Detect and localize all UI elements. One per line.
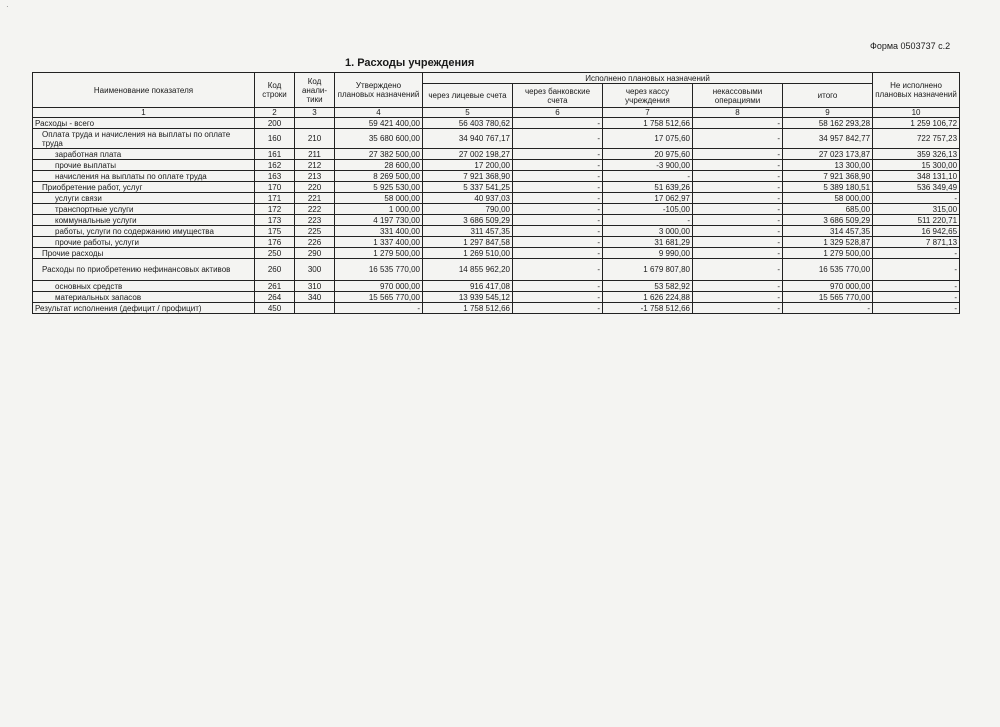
- cell-indicator-name: Расходы по приобретению нефинансовых активов: [33, 259, 255, 281]
- cell-row-code: 171: [255, 193, 295, 204]
- cell-via-cash: 20 975,60: [603, 149, 693, 160]
- cell-via-personal: 916 417,08: [423, 281, 513, 292]
- cell-via-cash: 51 639,26: [603, 182, 693, 193]
- table-row: [33, 226, 960, 237]
- cell-via-personal: 790,00: [423, 204, 513, 215]
- cell-approved: 59 421 400,00: [335, 118, 423, 129]
- cell-via-personal: 3 686 509,29: [423, 215, 513, 226]
- cell-via-cash: 53 582,92: [603, 281, 693, 292]
- column-number: 4: [335, 108, 423, 118]
- table-row: [33, 118, 960, 129]
- cell-indicator-name: прочие выплаты: [33, 160, 255, 171]
- cell-row-code: 175: [255, 226, 295, 237]
- cell-approved: 1 279 500,00: [335, 248, 423, 259]
- cell-via-personal: 7 921 368,90: [423, 171, 513, 182]
- cell-non-cash: -: [693, 182, 783, 193]
- cell-via-bank: -: [513, 237, 603, 248]
- cell-via-personal: 1 269 510,00: [423, 248, 513, 259]
- header-not-executed: Не исполнено плановых назначений: [873, 73, 960, 108]
- cell-via-personal: 1 758 512,66: [423, 303, 513, 314]
- cell-total: -: [783, 303, 873, 314]
- cell-row-code: 176: [255, 237, 295, 248]
- cell-not-executed: 315,00: [873, 204, 960, 215]
- table-row: [33, 237, 960, 248]
- cell-not-executed: -: [873, 259, 960, 281]
- cell-via-bank: -: [513, 182, 603, 193]
- cell-approved: 58 000,00: [335, 193, 423, 204]
- cell-total: 58 162 293,28: [783, 118, 873, 129]
- cell-via-bank: -: [513, 303, 603, 314]
- cell-total: 27 023 173,87: [783, 149, 873, 160]
- cell-analytic-code: 300: [295, 259, 335, 281]
- cell-not-executed: 536 349,49: [873, 182, 960, 193]
- cell-via-bank: -: [513, 292, 603, 303]
- header-row-code: Код строки: [255, 73, 295, 108]
- cell-analytic-code: 223: [295, 215, 335, 226]
- cell-row-code: 250: [255, 248, 295, 259]
- cell-indicator-name: услуги связи: [33, 193, 255, 204]
- cell-row-code: 161: [255, 149, 295, 160]
- cell-indicator-name: материальных запасов: [33, 292, 255, 303]
- cell-non-cash: -: [693, 259, 783, 281]
- cell-via-bank: -: [513, 129, 603, 149]
- cell-non-cash: -: [693, 171, 783, 182]
- cell-total: 16 535 770,00: [783, 259, 873, 281]
- cell-total: 3 686 509,29: [783, 215, 873, 226]
- cell-analytic-code: 220: [295, 182, 335, 193]
- table-row: [33, 215, 960, 226]
- column-number: 5: [423, 108, 513, 118]
- cell-via-bank: -: [513, 281, 603, 292]
- cell-indicator-name: коммунальные услуги: [33, 215, 255, 226]
- cell-via-bank: -: [513, 204, 603, 215]
- cell-via-bank: -: [513, 160, 603, 171]
- cell-via-personal: 14 855 962,20: [423, 259, 513, 281]
- cell-row-code: 160: [255, 129, 295, 149]
- cell-via-personal: 1 297 847,58: [423, 237, 513, 248]
- cell-approved: 970 000,00: [335, 281, 423, 292]
- cell-analytic-code: 213: [295, 171, 335, 182]
- cell-via-bank: -: [513, 149, 603, 160]
- cell-indicator-name: основных средств: [33, 281, 255, 292]
- header-via-personal: через лицевые счета: [423, 84, 513, 108]
- column-number: 9: [783, 108, 873, 118]
- cell-via-cash: 3 000,00: [603, 226, 693, 237]
- column-number-row: [33, 108, 960, 118]
- cell-via-cash: -3 900,00: [603, 160, 693, 171]
- cell-approved: 28 600,00: [335, 160, 423, 171]
- cell-indicator-name: заработная плата: [33, 149, 255, 160]
- cell-via-personal: 13 939 545,12: [423, 292, 513, 303]
- table-row: [33, 303, 960, 314]
- table-row: [33, 204, 960, 215]
- header-approved: Утверждено плановых назначений: [335, 73, 423, 108]
- cell-row-code: 170: [255, 182, 295, 193]
- table-row: [33, 149, 960, 160]
- cell-approved: 16 535 770,00: [335, 259, 423, 281]
- cell-via-bank: -: [513, 248, 603, 259]
- column-number: 6: [513, 108, 603, 118]
- cell-row-code: 261: [255, 281, 295, 292]
- cell-non-cash: -: [693, 248, 783, 259]
- cell-via-cash: -1 758 512,66: [603, 303, 693, 314]
- cell-via-cash: -: [603, 171, 693, 182]
- cell-row-code: 450: [255, 303, 295, 314]
- cell-via-personal: 40 937,03: [423, 193, 513, 204]
- cell-via-personal: 311 457,35: [423, 226, 513, 237]
- cell-approved: 331 400,00: [335, 226, 423, 237]
- cell-via-bank: -: [513, 193, 603, 204]
- cell-via-personal: 27 002 198,27: [423, 149, 513, 160]
- cell-indicator-name: Расходы - всего: [33, 118, 255, 129]
- cell-indicator-name: работы, услуги по содержанию имущества: [33, 226, 255, 237]
- cell-total: 1 329 528,87: [783, 237, 873, 248]
- form-code: Форма 0503737 с.2: [870, 41, 951, 51]
- header-row-1: [33, 73, 960, 84]
- cell-analytic-code: 340: [295, 292, 335, 303]
- cell-not-executed: 359 326,13: [873, 149, 960, 160]
- cell-non-cash: -: [693, 237, 783, 248]
- cell-not-executed: 348 131,10: [873, 171, 960, 182]
- cell-non-cash: -: [693, 129, 783, 149]
- cell-not-executed: 1 259 106,72: [873, 118, 960, 129]
- header-name: Наименование показателя: [33, 73, 255, 108]
- cell-via-cash: 31 681,29: [603, 237, 693, 248]
- cell-approved: 4 197 730,00: [335, 215, 423, 226]
- cell-via-bank: -: [513, 259, 603, 281]
- column-number: 7: [603, 108, 693, 118]
- cell-approved: 1 000,00: [335, 204, 423, 215]
- header-via-cash: через кассу учреждения: [603, 84, 693, 108]
- cell-not-executed: -: [873, 292, 960, 303]
- table-row: [33, 248, 960, 259]
- cell-non-cash: -: [693, 204, 783, 215]
- cell-total: 7 921 368,90: [783, 171, 873, 182]
- table-row: [33, 292, 960, 303]
- cell-non-cash: -: [693, 160, 783, 171]
- cell-approved: 8 269 500,00: [335, 171, 423, 182]
- cell-analytic-code: 211: [295, 149, 335, 160]
- cell-row-code: 162: [255, 160, 295, 171]
- cell-not-executed: 16 942,65: [873, 226, 960, 237]
- cell-not-executed: -: [873, 303, 960, 314]
- cell-via-personal: 17 200,00: [423, 160, 513, 171]
- column-number: 1: [33, 108, 255, 118]
- cell-via-cash: 1 626 224,88: [603, 292, 693, 303]
- cell-non-cash: -: [693, 118, 783, 129]
- cell-analytic-code: 222: [295, 204, 335, 215]
- cell-via-personal: 34 940 767,17: [423, 129, 513, 149]
- cell-non-cash: -: [693, 215, 783, 226]
- cell-row-code: 264: [255, 292, 295, 303]
- cell-analytic-code: 290: [295, 248, 335, 259]
- cell-via-cash: -: [603, 215, 693, 226]
- cell-via-bank: -: [513, 171, 603, 182]
- header-executed-group: Исполнено плановых назначений: [423, 73, 873, 84]
- cell-via-personal: 5 337 541,25: [423, 182, 513, 193]
- cell-total: 13 300,00: [783, 160, 873, 171]
- cell-via-cash: 17 075,60: [603, 129, 693, 149]
- cell-via-personal: 56 403 780,62: [423, 118, 513, 129]
- cell-non-cash: -: [693, 303, 783, 314]
- cell-via-cash: 9 990,00: [603, 248, 693, 259]
- cell-analytic-code: 210: [295, 129, 335, 149]
- cell-not-executed: 15 300,00: [873, 160, 960, 171]
- cell-not-executed: 7 871,13: [873, 237, 960, 248]
- table-row: [33, 129, 960, 149]
- expenses-table: [32, 72, 960, 314]
- cell-not-executed: 722 757,23: [873, 129, 960, 149]
- header-via-bank: через банковские счета: [513, 84, 603, 108]
- cell-via-bank: -: [513, 215, 603, 226]
- cell-total: 5 389 180,51: [783, 182, 873, 193]
- column-number: 3: [295, 108, 335, 118]
- column-number: 10: [873, 108, 960, 118]
- cell-approved: 5 925 530,00: [335, 182, 423, 193]
- cell-not-executed: -: [873, 193, 960, 204]
- cell-non-cash: -: [693, 149, 783, 160]
- cell-row-code: 172: [255, 204, 295, 215]
- table-row: [33, 182, 960, 193]
- cell-analytic-code: 225: [295, 226, 335, 237]
- cell-total: 685,00: [783, 204, 873, 215]
- cell-non-cash: -: [693, 281, 783, 292]
- cell-analytic-code: [295, 118, 335, 129]
- cell-indicator-name: транспортные услуги: [33, 204, 255, 215]
- cell-indicator-name: прочие работы, услуги: [33, 237, 255, 248]
- cell-not-executed: 511 220,71: [873, 215, 960, 226]
- table-row: [33, 281, 960, 292]
- cell-approved: 15 565 770,00: [335, 292, 423, 303]
- table-body: [33, 118, 960, 314]
- scan-speck: ·: [6, 2, 9, 11]
- cell-via-bank: -: [513, 118, 603, 129]
- cell-analytic-code: 212: [295, 160, 335, 171]
- cell-indicator-name: начисления на выплаты по оплате труда: [33, 171, 255, 182]
- cell-row-code: 200: [255, 118, 295, 129]
- cell-total: 34 957 842,77: [783, 129, 873, 149]
- cell-row-code: 260: [255, 259, 295, 281]
- cell-non-cash: -: [693, 193, 783, 204]
- table-row: [33, 193, 960, 204]
- cell-approved: 1 337 400,00: [335, 237, 423, 248]
- cell-total: 314 457,35: [783, 226, 873, 237]
- cell-row-code: 173: [255, 215, 295, 226]
- table-row: [33, 171, 960, 182]
- cell-analytic-code: [295, 303, 335, 314]
- column-number: 2: [255, 108, 295, 118]
- cell-analytic-code: 310: [295, 281, 335, 292]
- cell-total: 58 000,00: [783, 193, 873, 204]
- cell-indicator-name: Результат исполнения (дефицит / профицит): [33, 303, 255, 314]
- cell-non-cash: -: [693, 292, 783, 303]
- cell-approved: 27 382 500,00: [335, 149, 423, 160]
- section-title: 1. Расходы учреждения: [345, 57, 475, 69]
- cell-via-cash: 1 679 807,80: [603, 259, 693, 281]
- header-analytic-code: Код анали-тики: [295, 73, 335, 108]
- column-number: 8: [693, 108, 783, 118]
- cell-total: 15 565 770,00: [783, 292, 873, 303]
- cell-not-executed: -: [873, 248, 960, 259]
- cell-approved: -: [335, 303, 423, 314]
- cell-via-bank: -: [513, 226, 603, 237]
- cell-indicator-name: Прочие расходы: [33, 248, 255, 259]
- cell-via-cash: -105,00: [603, 204, 693, 215]
- cell-indicator-name: Оплата труда и начисления на выплаты по оплате труда: [33, 129, 255, 149]
- cell-via-cash: 17 062,97: [603, 193, 693, 204]
- cell-row-code: 163: [255, 171, 295, 182]
- cell-analytic-code: 226: [295, 237, 335, 248]
- cell-indicator-name: Приобретение работ, услуг: [33, 182, 255, 193]
- cell-not-executed: -: [873, 281, 960, 292]
- cell-via-cash: 1 758 512,66: [603, 118, 693, 129]
- cell-non-cash: -: [693, 226, 783, 237]
- table-row: [33, 160, 960, 171]
- cell-total: 1 279 500,00: [783, 248, 873, 259]
- cell-analytic-code: 221: [295, 193, 335, 204]
- cell-total: 970 000,00: [783, 281, 873, 292]
- header-non-cash: некассовыми операциями: [693, 84, 783, 108]
- header-total: итого: [783, 84, 873, 108]
- table-row: [33, 259, 960, 281]
- cell-approved: 35 680 600,00: [335, 129, 423, 149]
